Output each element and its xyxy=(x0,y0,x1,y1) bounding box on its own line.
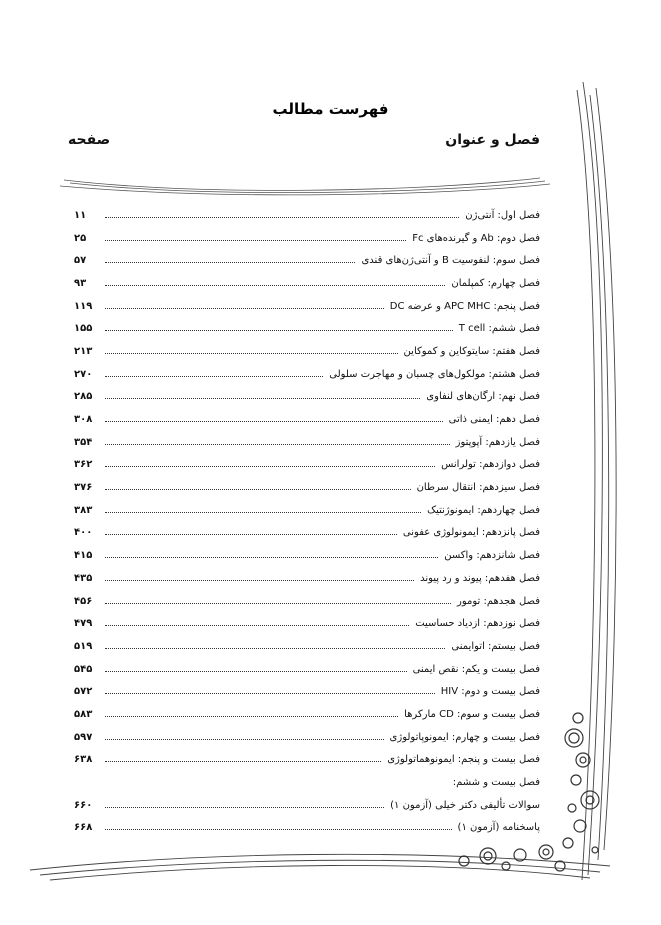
toc-entry-title: فصل نهم: ارگان‌های لنفاوی xyxy=(426,391,540,403)
footer-swoosh xyxy=(30,854,610,880)
toc-entry-title: فصل بیست و سوم: CD مارکرها xyxy=(404,708,540,720)
dot-leader xyxy=(105,775,447,785)
toc-entry[interactable] xyxy=(74,295,540,318)
chapter-column-header: فصل و عنوان xyxy=(445,132,540,148)
toc-entry-page: ۵۸۳ xyxy=(74,708,93,720)
dot-leader xyxy=(105,298,384,309)
toc-entry[interactable] xyxy=(74,454,540,477)
toc-entry-title: فصل نوزدهم: ازدیاد حساسیت xyxy=(415,618,540,630)
toc-entry-page: ۳۷۶ xyxy=(74,482,93,494)
dot-leader xyxy=(105,456,435,467)
dot-leader xyxy=(105,570,414,581)
toc-entry-title: فصل بیست و چهارم: ایمونوپاتولوژی xyxy=(389,731,540,743)
dot-leader xyxy=(105,479,411,490)
dot-leader xyxy=(105,683,435,694)
toc-entry[interactable] xyxy=(74,408,540,431)
toc-entry-page: ۳۶۲ xyxy=(74,459,93,471)
toc-entry-page: ۵۷ xyxy=(74,255,87,267)
toc-entry-page: ۴۷۹ xyxy=(74,618,93,630)
toc-entry-page: ۳۵۴ xyxy=(74,436,93,448)
toc-entry-page: ۲۵ xyxy=(74,232,87,244)
toc-entry[interactable] xyxy=(74,204,540,227)
toc-entry[interactable] xyxy=(74,249,540,272)
page-column-header: صفحه xyxy=(68,132,111,148)
page-title: فهرست مطالب xyxy=(272,100,389,118)
dot-leader xyxy=(105,819,452,830)
dot-leader xyxy=(105,252,355,263)
toc-entry-title: فصل سوم: لنفوسیت B و آنتی‌ژن‌های قندی xyxy=(361,255,540,267)
toc-entry-page: ۴۳۵ xyxy=(74,572,93,584)
dot-leader xyxy=(105,661,407,672)
toc-entry[interactable] xyxy=(74,726,540,749)
toc-entry-title: فصل هفدهم: پیوند و رد پیوند xyxy=(420,572,540,584)
toc-entry-title: فصل بیستم: اتوایمنی xyxy=(451,640,540,652)
toc-entry-title: فصل چهاردهم: ایمونوژنتیک xyxy=(427,504,540,516)
toc-entry-page: ۲۸۵ xyxy=(74,391,93,403)
toc-entry-title: فصل بیست و ششم: xyxy=(452,777,540,789)
toc-entry-page: ۲۱۳ xyxy=(74,345,93,357)
toc-entry-page: ۴۵۶ xyxy=(74,595,93,607)
toc-entry[interactable] xyxy=(74,612,540,635)
toc-entry[interactable] xyxy=(74,227,540,250)
toc-entry-title: فصل هشتم: مولکول‌های چسبان و مهاجرت سلولی xyxy=(329,368,540,380)
toc-entry-title: سوالات تألیفی دکتر خیلی (آزمون ۱) xyxy=(390,799,540,811)
toc-entry[interactable] xyxy=(74,363,540,386)
dot-leader xyxy=(105,366,323,377)
toc-entry-title: فصل هجدهم: تومور xyxy=(457,595,540,607)
toc-entry-page: ۳۸۳ xyxy=(74,504,93,516)
toc-entry-page: ۳۰۸ xyxy=(74,414,93,426)
toc-entry[interactable] xyxy=(74,272,540,295)
toc-entry-title: فصل هفتم: سایتوکاین و کموکاین xyxy=(403,345,540,357)
dot-leader xyxy=(105,524,397,535)
toc-entry[interactable] xyxy=(74,590,540,613)
toc-entry-page: ۵۷۲ xyxy=(74,686,93,698)
toc-entry[interactable] xyxy=(74,544,540,567)
toc-entry-title: پاسخنامه (آزمون ۱) xyxy=(457,822,540,834)
dot-leader xyxy=(105,434,450,445)
dot-leader xyxy=(105,615,409,626)
toc-entry-title: فصل چهارم: کمپلمان xyxy=(451,277,540,289)
toc-entry-title: فصل اول: آنتی‌ژن xyxy=(465,209,540,221)
toc-entry-page: ۶۳۸ xyxy=(74,754,93,766)
toc-entry-page: ۶۶۰ xyxy=(74,799,93,811)
header-swoosh xyxy=(60,178,550,195)
toc-entry-page: ۵۹۷ xyxy=(74,731,93,743)
dot-leader xyxy=(105,502,421,513)
toc-entry[interactable] xyxy=(74,771,540,794)
toc-entry-page: ۵۱۹ xyxy=(74,640,93,652)
toc-entry-page: ۲۷۰ xyxy=(74,368,93,380)
dot-leader xyxy=(105,275,445,286)
dot-leader xyxy=(105,411,443,422)
toc-entry-page: ۴۱۵ xyxy=(74,550,93,562)
dot-leader xyxy=(105,751,381,762)
toc-entry[interactable] xyxy=(74,522,540,545)
toc-entry[interactable] xyxy=(74,499,540,522)
dot-leader xyxy=(105,207,459,218)
dot-leader xyxy=(105,320,453,331)
dot-leader xyxy=(105,547,438,558)
toc-entry[interactable] xyxy=(74,635,540,658)
toc-entry[interactable] xyxy=(74,680,540,703)
toc-entry[interactable] xyxy=(74,317,540,340)
table-of-contents xyxy=(74,204,540,839)
toc-entry[interactable] xyxy=(74,817,540,840)
toc-entry[interactable] xyxy=(74,794,540,817)
dot-leader xyxy=(105,706,398,717)
toc-entry-title: فصل ششم: T cell xyxy=(458,323,540,335)
toc-entry-title: فصل دوازدهم: تولرانس xyxy=(441,459,540,471)
toc-entry[interactable] xyxy=(74,567,540,590)
dot-leader xyxy=(105,230,406,241)
dot-leader xyxy=(105,388,420,399)
dot-leader xyxy=(105,729,384,740)
toc-entry-page: ۵۴۵ xyxy=(74,663,93,675)
toc-entry[interactable] xyxy=(74,703,540,726)
toc-entry-page: ۴۰۰ xyxy=(74,527,93,539)
toc-entry-page: ۱۱ xyxy=(74,209,87,221)
toc-entry-title: فصل بیست و پنجم: ایمونوهماتولوژی xyxy=(387,754,540,766)
toc-entry-title: فصل دوم: Ab و گیرنده‌های Fc xyxy=(412,232,540,244)
toc-entry[interactable] xyxy=(74,386,540,409)
toc-entry-page: ۹۳ xyxy=(74,277,87,289)
toc-entry-title: فصل بیست و دوم: HIV xyxy=(440,686,540,698)
toc-entry[interactable] xyxy=(74,658,540,681)
toc-entry-page: ۱۱۹ xyxy=(74,300,93,312)
toc-entry-page: ۱۵۵ xyxy=(74,323,93,335)
toc-entry[interactable] xyxy=(74,749,540,772)
toc-entry[interactable] xyxy=(74,340,540,363)
dot-leader xyxy=(105,638,445,649)
toc-entry[interactable] xyxy=(74,476,540,499)
dot-leader xyxy=(105,593,451,604)
toc-entry-title: فصل سیزدهم: انتقال سرطان xyxy=(416,482,540,494)
dot-leader xyxy=(105,797,384,808)
toc-entry-title: فصل بیست و یکم: نقص ایمنی xyxy=(412,663,540,675)
toc-entry-title: فصل پنجم: APC MHC و عرضه DC xyxy=(389,300,540,312)
dot-leader xyxy=(105,343,398,354)
toc-entry-title: فصل یازدهم: آپوپتوز xyxy=(455,436,540,448)
right-margin-swoosh xyxy=(577,82,616,880)
toc-entry-page: ۶۶۸ xyxy=(74,822,93,834)
toc-entry-title: فصل شانزدهم: واکسن xyxy=(444,550,540,562)
toc-entry-title: فصل دهم: ایمنی ذاتی xyxy=(448,414,540,426)
toc-entry-title: فصل پانزدهم: ایمونولوژی عفونی xyxy=(402,527,540,539)
toc-entry[interactable] xyxy=(74,431,540,454)
